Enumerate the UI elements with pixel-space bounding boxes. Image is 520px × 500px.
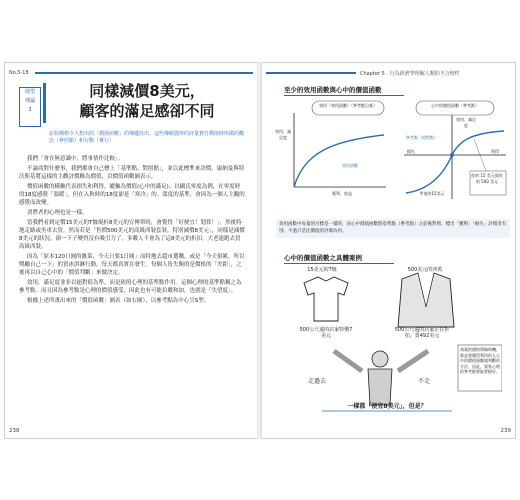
g2-callout-text: 你的 15 美元與你的 500 美元 bbox=[471, 173, 503, 184]
g1-y-label: 效用、滿足度 bbox=[275, 129, 291, 140]
title-accent-bar bbox=[43, 83, 46, 123]
g2-callout-sub: 甲低的15美元 bbox=[419, 191, 445, 196]
right-header: Chapter 5 行為經濟學理解人類的不合理性 bbox=[360, 71, 460, 77]
right-header-rule bbox=[266, 72, 356, 74]
utility-bubble-text: 效用（效用函數）（參考點目基） bbox=[319, 103, 377, 108]
tshirt-sale: 500公尺遠的店家特價7美元 bbox=[299, 327, 353, 339]
example-illustration bbox=[282, 267, 502, 417]
section-underline-2 bbox=[284, 263, 394, 264]
g1-x-label: 獲利、收益 bbox=[332, 191, 352, 196]
bottom-question: 一樣都「便宜8美元」，但是？ bbox=[347, 403, 427, 410]
paragraph: 不論商對什麼事，我們都會自己標上「基準點、對照點」，並以此標準來評價。康納曼與特沃斯基將這樣的主觀評價稱為價值，以價值函數圖表示。 bbox=[19, 166, 245, 180]
left-header: No.5-18 bbox=[9, 70, 29, 76]
tshirt-price: 15美元的T恤 bbox=[307, 267, 337, 273]
suit-sale: 500公尺遠的店家正在折扣，賣492美元 bbox=[394, 327, 450, 339]
title-line-1: 同樣減價8美元， bbox=[89, 82, 205, 100]
section-heading-functions: 至少的效用函數與心中的價值函數 bbox=[284, 86, 382, 94]
paragraph: 我們「會在無意識中，將事情作比較」。 bbox=[27, 156, 124, 162]
paragraph: 根據上述所畫出來的「價值函數」圖表（如右圖），以參考點為中心呈S型。 bbox=[27, 298, 210, 304]
section-heading-examples: 心中的價值函數之具體案例 bbox=[284, 254, 362, 262]
tag-line-2: 理論 bbox=[24, 98, 35, 104]
walk-label: 走過去 bbox=[307, 378, 326, 385]
person-head-icon bbox=[372, 351, 388, 367]
tag-line-1: 展望 bbox=[24, 89, 35, 95]
reference-point bbox=[450, 153, 454, 157]
g2-gain-label: 利得 bbox=[491, 149, 499, 154]
theory-tag bbox=[19, 87, 41, 127]
side-note: 商業的價格策略時機，都是要懂得利用的人心中的價值函數做判斷的方法，因此，買家心理的參考點要能掌握好。 bbox=[460, 347, 500, 374]
diagram-caption: 效用函數中每量的目標是一樣的，而心中價值函數將基準點（參考點）之前後對照、標出「獲利」「損失」評價者有別。不過只是比價值的評價為何。 bbox=[276, 219, 510, 238]
left-header-rule bbox=[35, 72, 253, 74]
paragraph: 效用，滿足度並非以絕對值為準，而是依照心理的基準點作用。這個心理的基準點稱之為參考點。而且因為參考點是心理的價值感受，因此也有可能負數和加，也就是「失望度」。 bbox=[19, 280, 242, 294]
paragraph: 因為「原本120日圓的雜菜，今天只要1日圓」而特地去超市選購，或是「今天很累，所以獎勵自己一下」的買冰淇淋行動，每天都真實在發生。每個人皆失衡的是價格的「差距」，之後再以自己心中的「價值判斷」來做決定。 bbox=[19, 254, 245, 276]
suit-price: 500美元的西裝 bbox=[407, 267, 443, 273]
walk-arrow-icon bbox=[334, 351, 362, 371]
person-body-icon bbox=[368, 369, 392, 405]
right-page bbox=[262, 62, 516, 439]
left-page-number: 238 bbox=[9, 428, 20, 434]
nowalk-arrow-icon bbox=[398, 351, 428, 371]
tshirt-icon bbox=[304, 277, 348, 321]
paragraph: 當我們看到定價15美元的T恤現折8美元的宣傳單時，會覺得「好便宜！划算！」，然後特地走路或坐車去買。然而若是「售價500美元的高級西裝套裝，特別減價8美元」，同樣是減價8美元的狀況，卻一下子變得沒有吸引力了。多數人不會為了這8美元的折扣，大老遠跑去買高級西裝。 bbox=[19, 220, 245, 250]
left-page bbox=[4, 62, 257, 439]
section-underline bbox=[284, 95, 404, 96]
right-page-number: 239 bbox=[500, 428, 511, 434]
g1-curve-label: 效用函數 bbox=[342, 163, 358, 168]
body-text bbox=[19, 155, 245, 307]
page-title bbox=[47, 81, 247, 121]
utility-curve bbox=[294, 135, 384, 187]
paragraph: 價值函數的橫軸代表損失和利得，縱軸為價值(心中的滿足)。以攝氏零度為例，在零度時的18度感覺「溫暖」，但在入秋時的18度卻是「寒冷」的。溫度的基準，會因為一個人主觀的感覺而改變。 bbox=[19, 184, 245, 206]
tag-line-3: 3 bbox=[28, 107, 32, 113]
g2-y-label: 效用、滿足度 bbox=[456, 117, 476, 128]
g2-loss-label: 損失 bbox=[407, 149, 415, 154]
g2-ref-label: 參考點（相對點） bbox=[406, 135, 438, 140]
title-line-2: 顧客的滿足感卻不同 bbox=[79, 102, 215, 120]
value-bubble-text: 心中的價值函數（參考點） bbox=[431, 103, 479, 108]
nowalk-label: 不走 bbox=[417, 378, 430, 385]
lead-text: 原始價格令人想出的「價值函數」的傳遞改出、這些傳統隱形的評量費打價值時所做的概念（參照點）和行動（實行） bbox=[49, 131, 245, 144]
paragraph: 消費者的心理也是一樣。 bbox=[27, 210, 88, 216]
